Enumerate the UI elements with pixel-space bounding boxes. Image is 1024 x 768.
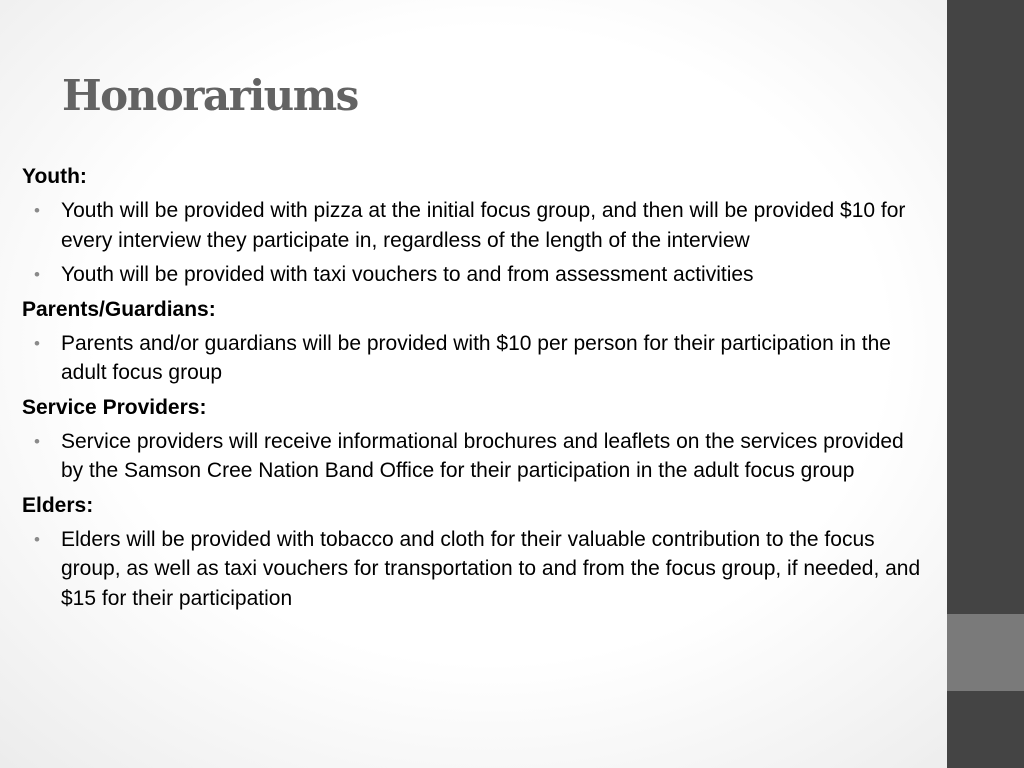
section-heading: Service Providers: bbox=[22, 395, 207, 419]
bullet-text: Youth will be provided with pizza at the initial focus group, and then will be provided $10 for every interview they participate in, regardless of the length of the interview bbox=[61, 199, 906, 252]
slide-title: Honorariums bbox=[62, 71, 358, 120]
bullet-dot-icon: • bbox=[34, 431, 40, 451]
bullet-list bbox=[22, 329, 927, 388]
slide-content bbox=[22, 162, 927, 618]
bullet-item bbox=[22, 525, 927, 614]
bullet-list bbox=[22, 525, 927, 614]
section-heading: Parents/Guardians: bbox=[22, 297, 216, 321]
section-parents-guardians bbox=[22, 295, 927, 388]
section-heading: Elders: bbox=[22, 493, 94, 517]
bullet-item bbox=[22, 329, 927, 388]
bullet-dot-icon: • bbox=[34, 265, 40, 284]
bullet-item bbox=[22, 427, 927, 486]
bullet-text: Service providers will receive informational brochures and leaflets on the services provided by the Samson Cree Nation Band Office for their participation in the adult focus group bbox=[61, 429, 904, 482]
side-bar-accent bbox=[947, 614, 1024, 691]
bullet-item bbox=[22, 260, 927, 290]
section-elders bbox=[22, 491, 927, 614]
side-bar bbox=[947, 0, 1024, 768]
bullet-list bbox=[22, 427, 927, 486]
bullet-text: Youth will be provided with taxi vouchers to and from assessment activities bbox=[61, 263, 754, 286]
bullet-item bbox=[22, 196, 927, 255]
bullet-dot-icon: • bbox=[34, 201, 40, 220]
bullet-dot-icon: • bbox=[34, 529, 40, 549]
section-heading: Youth: bbox=[22, 165, 87, 188]
bullet-text: Elders will be provided with tobacco and cloth for their valuable contribution to the focus group, as well as taxi vouchers for transportation to and from the focus group, if needed, and $15 for their participation bbox=[61, 527, 921, 610]
bullet-text: Parents and/or guardians will be provided with $10 per person for their participation in the adult focus group bbox=[61, 331, 891, 384]
bullet-list bbox=[22, 196, 927, 290]
section-youth bbox=[22, 162, 927, 290]
bullet-dot-icon: • bbox=[34, 333, 40, 353]
section-service-providers bbox=[22, 393, 927, 486]
